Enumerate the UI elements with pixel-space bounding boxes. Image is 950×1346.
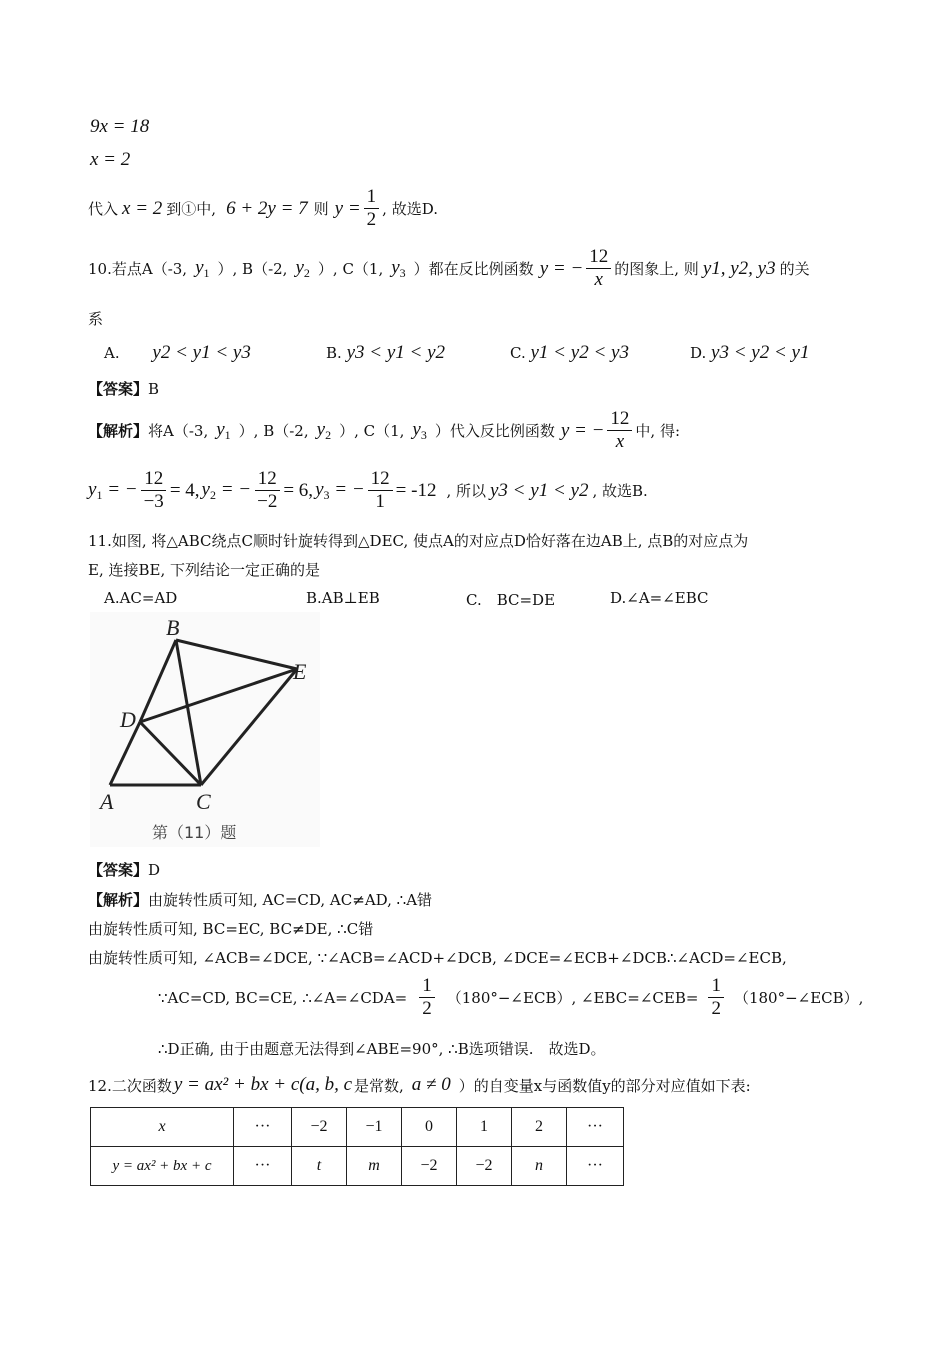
answer-11: 【答案】D bbox=[88, 861, 161, 879]
table-cell: 1 bbox=[457, 1108, 512, 1147]
question-12: 12.二次函数 y = ax² + bx + c(a, b, c 是常数, a ≠ 0 ）的自变量x与函数值y的部分对应值如下表: bbox=[88, 1074, 751, 1095]
table-cell: 0 bbox=[402, 1108, 457, 1147]
fraction: $\frac{1}{2}$ bbox=[364, 186, 380, 231]
math: y1, y2, y3 bbox=[702, 257, 776, 279]
table-cell: t bbox=[292, 1147, 347, 1186]
option-a: A. y2 < y1 < y3 bbox=[104, 342, 251, 363]
table-row bbox=[91, 1108, 624, 1147]
var-y1: $y_1$ bbox=[195, 256, 210, 280]
question-10-line2: 系 bbox=[88, 310, 104, 328]
text: ）, B（-2, bbox=[217, 260, 288, 278]
equation-x: x = 2 bbox=[90, 149, 131, 170]
question-11-line2: E, 连接BE, 下列结论一定正确的是 bbox=[88, 561, 320, 579]
table-cell: −2 bbox=[402, 1147, 457, 1186]
equation-9x: 9x = 18 bbox=[90, 116, 150, 137]
text: ）, C（1, bbox=[317, 260, 384, 278]
table-cell: y = ax² + bx + c bbox=[91, 1147, 234, 1186]
text: ）都在反比例函数 bbox=[413, 260, 534, 278]
analysis-11-line2: 由旋转性质可知, BC=EC, BC≠DE, ∴C错 bbox=[88, 920, 374, 938]
triangle-figure bbox=[90, 612, 320, 847]
table-row bbox=[91, 1147, 624, 1186]
text: ）代入反比例函数 bbox=[434, 422, 555, 440]
table-cell: m bbox=[347, 1147, 402, 1186]
text: 的关 bbox=[779, 260, 810, 278]
analysis-11-line1: 【解析】由旋转性质可知, AC=CD, AC≠AD, ∴A错 bbox=[88, 891, 433, 909]
text: ）, C（1, bbox=[339, 422, 405, 440]
table-cell: −1 bbox=[347, 1108, 402, 1147]
math: x = 2 bbox=[122, 197, 163, 219]
analysis-11-line3: 由旋转性质可知, ∠ACB=∠DCE, ∵∠ACB=∠ACD+∠DCB, ∠DCE=∠ECB+∠DCB∴∠ACD=∠ECB, bbox=[88, 949, 787, 967]
label-B: B bbox=[166, 615, 180, 640]
math: y = − bbox=[539, 257, 584, 279]
text: ）, B（-2, bbox=[238, 422, 309, 440]
analysis-11-line5: ∴D正确, 由于由题意无法得到∠ABE=90°, ∴B选项错误. 故选D。 bbox=[158, 1040, 606, 1058]
var-y3: $y_3$ bbox=[391, 256, 406, 280]
table-cell: ··· bbox=[567, 1108, 624, 1147]
figure-11 bbox=[90, 612, 320, 847]
q11-option-a: A.AC=AD bbox=[104, 589, 178, 607]
math: y = bbox=[334, 197, 361, 219]
text: 到①中, bbox=[166, 200, 217, 218]
question-11-line1: 11.如图, 将△ABC绕点C顺时针旋转得到△DEC, 使点A的对应点D恰好落在边AB上, 点B的对应点为 bbox=[88, 532, 749, 550]
text: 10.若点A（-3, bbox=[88, 260, 188, 278]
text: 中, 得: bbox=[635, 422, 681, 440]
substitution-line bbox=[88, 186, 438, 231]
label-C: C bbox=[196, 789, 211, 814]
label-A: A bbox=[100, 789, 114, 814]
analysis-10-line1: 【解析】 将A（-3, $y_1$ ）, B（-2, $y_2$ ）, C（1, $y_3$ ）代入反比例函数 y = − $\frac{12}{x}$ 中, 得: bbox=[88, 408, 681, 452]
text: 将A（-3, bbox=[148, 422, 209, 440]
table-cell: ··· bbox=[567, 1147, 624, 1186]
text: 代入 bbox=[88, 200, 119, 218]
var-y2: $y_2$ bbox=[295, 256, 310, 280]
option-b: B. y3 < y1 < y2 bbox=[326, 342, 446, 363]
answer-10: 【答案】B bbox=[88, 380, 160, 398]
table-cell: 2 bbox=[512, 1108, 567, 1147]
analysis-10-line2: $y_1$ = − $\frac{12}{-3}$ = 4, $y_2$ = − $\frac{12}{-2}$ = 6, $y_3$ = − $\frac{12}{1}$ = -12 , 所以 y3 < y1 < y2 , 故选B. bbox=[88, 468, 648, 512]
table-cell: −2 bbox=[457, 1147, 512, 1186]
label-E: E bbox=[293, 659, 307, 684]
table-cell: n bbox=[512, 1147, 567, 1186]
text: , 故选D. bbox=[382, 200, 438, 218]
table-cell: ··· bbox=[234, 1147, 292, 1186]
analysis-11-line4: ∵AC=CD, BC=CE, ∴∠A=∠CDA= $\frac{1}{2}$ （180°−∠ECB）, ∠EBC=∠CEB= $\frac{1}{2}$ （180°−∠ECB）, bbox=[158, 975, 864, 1019]
figure-caption: 第（11）题 bbox=[152, 823, 237, 842]
option-c: C. y1 < y2 < y3 bbox=[510, 342, 629, 363]
table-cell: ··· bbox=[234, 1108, 292, 1147]
fraction: $\frac{12}{x}$ bbox=[586, 246, 611, 291]
q11-option-d: D.∠A=∠EBC bbox=[610, 589, 709, 607]
label-D: D bbox=[120, 707, 136, 732]
q11-option-b: B.AB⊥EB bbox=[306, 589, 380, 607]
option-d: D. y3 < y2 < y1 bbox=[690, 342, 810, 363]
table-cell: x bbox=[91, 1108, 234, 1147]
q11-option-c: C. BC=DE bbox=[466, 591, 556, 609]
table-cell: −2 bbox=[292, 1108, 347, 1147]
text: 的图象上, 则 bbox=[614, 260, 699, 278]
value-table bbox=[90, 1107, 624, 1186]
question-10-line1 bbox=[88, 246, 810, 291]
text: 则 bbox=[313, 200, 329, 218]
math: 6 + 2y = 7 bbox=[226, 197, 308, 219]
